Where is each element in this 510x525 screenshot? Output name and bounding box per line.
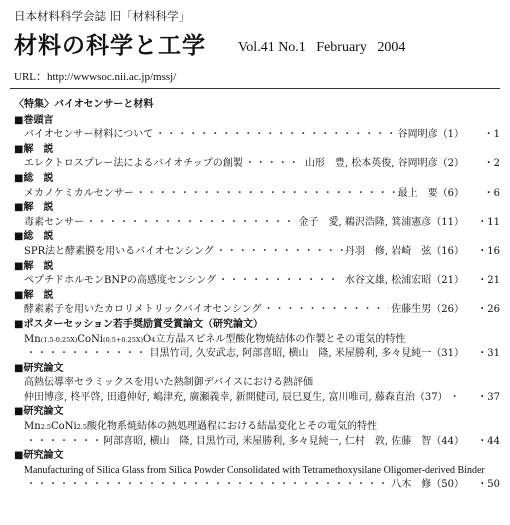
entry-title: ペプチドホルモンBNPの高感度センシング	[24, 275, 217, 287]
section-label: ■総 説	[14, 172, 54, 184]
toc-entry[interactable]	[14, 216, 500, 231]
entry-page: ・11	[477, 216, 500, 228]
toc-entry[interactable]	[14, 435, 500, 450]
entry-title: エレクトロスプレー法によるバイオチップの創製	[24, 158, 243, 170]
toc-entry[interactable]	[14, 303, 500, 318]
toc-entry[interactable]	[14, 187, 500, 202]
entry-authors: 水谷文雄, 松浦宏昭（21）	[344, 275, 464, 287]
toc-entry[interactable]	[14, 128, 500, 143]
leader-dots	[218, 274, 343, 289]
section-label: ■解 説	[14, 260, 54, 272]
entry-page: ・2	[483, 158, 500, 170]
section-label: ■解 説	[14, 202, 54, 214]
special-feature-title: 〈特集〉バイオセンサーと材料	[14, 99, 154, 110]
entry-title[interactable]: 高熱伝導率セラミックスを用いた熱制御デバイスにおける熱評価	[24, 377, 313, 389]
entry-authors: 目黒竹司, 久安武志, 阿部喜昭, 横山 隆, 米屋勝利, 多々見純一（31）	[149, 348, 464, 360]
leader-dots	[86, 216, 297, 231]
entry-title[interactable]: Mn (1.5-0.25X) CoNi (0.5+0.25X) O 4 立方晶スピネル型酸化物焼結体の作製とその電気的特性	[24, 333, 406, 345]
entry-title[interactable]: Mn 2.5 CoNi 2.5 酸化物系焼結体の熱処理過程における結晶変化とその電気的特性	[24, 421, 377, 433]
section-label: ■解 説	[14, 289, 54, 301]
leader-dots	[26, 435, 101, 450]
entry-title: バイオセンサー材料について	[24, 129, 154, 141]
entry-title: 酵素素子を用いたカロリメトリックバイオセンシング	[24, 304, 262, 316]
leader-dots	[136, 187, 396, 202]
entry-page: ・6	[483, 187, 500, 199]
journal-title: 材料の科学と工学	[14, 33, 206, 59]
toc-entry[interactable]	[14, 274, 500, 289]
entry-page: ・16	[477, 245, 500, 257]
entry-page: ・21	[477, 275, 500, 287]
entry-title[interactable]: Manufacturing of Silica Glass from Silica Powder Consolidated with Tetramethoxysilane Oligomer-derived Binder	[24, 464, 485, 476]
journal-url[interactable]: URL：http://wwwsoc.nii.ac.jp/mssj/	[14, 71, 177, 83]
entry-authors: 谷岡明彦（1）	[397, 129, 464, 141]
table-of-contents	[14, 98, 500, 493]
section-label: ■研究論文	[14, 362, 64, 374]
leader-dots	[264, 303, 390, 318]
toc-entry[interactable]	[14, 391, 500, 406]
society-name: 日本材料科学会誌 旧「材料科学」	[14, 9, 191, 23]
entry-authors: 金子 愛, 鵜沢浩隆, 箕浦憲彦（11）	[298, 216, 464, 228]
section-label: ■研究論文	[14, 450, 64, 462]
leader-dots	[26, 347, 147, 362]
section-label: ■研究論文	[14, 406, 64, 418]
entry-authors: 山形 豊, 松本英俊, 谷岡明彦（2）	[304, 158, 464, 170]
entry-page: ・37	[477, 391, 500, 403]
entry-title: SPR法と酵素膜を用いるバイオセンシング	[24, 245, 214, 257]
entry-authors: 丹羽 修, 岩崎 弦（16）	[344, 245, 464, 257]
volume-issue: Vol.41 No.1 February 2004	[238, 40, 406, 55]
section-label: ■総 説	[14, 231, 54, 243]
header-rule	[10, 88, 500, 89]
entry-page: ・50	[477, 479, 500, 491]
entry-authors: 佐藤生男（26）	[391, 304, 464, 316]
section-label: ■ポスターセッション若手奨励賞受賞論文（研究論文）	[14, 318, 264, 330]
section-label: ■解 説	[14, 143, 54, 155]
toc-entry[interactable]	[14, 347, 500, 362]
toc-entry[interactable]	[14, 478, 500, 493]
entry-authors: 阿部喜昭, 横山 隆, 目黒竹司, 米屋勝利, 多々見純一, 仁村 敦, 佐藤 智（44）	[103, 435, 464, 447]
entry-title: メカノケミカルセンサー	[24, 187, 134, 199]
entry-page: ・44	[477, 435, 500, 447]
section-label: ■巻頭言	[14, 114, 54, 126]
entry-authors: 最上 要（6）	[397, 187, 464, 199]
toc-entry[interactable]	[14, 245, 500, 260]
leader-dots	[155, 128, 395, 143]
toc-entry[interactable]	[14, 157, 500, 172]
entry-authors: 仲田博彦, 柊平啓, 田邉伸好, 嶋津充, 廣瀬義幸, 新開健司, 辰巳夏生, 富川唯司, 藤森直治（37）	[24, 391, 448, 403]
leader-dots	[245, 157, 303, 172]
entry-page: ・31	[477, 348, 500, 360]
leader-dots	[216, 245, 343, 260]
entry-title: 毒素センサー	[24, 216, 84, 228]
entry-page: ・1	[483, 129, 500, 141]
entry-authors: 八木 修（50）	[391, 479, 464, 491]
entry-page: ・26	[477, 304, 500, 316]
leader-dots	[450, 391, 462, 406]
leader-dots	[26, 478, 389, 493]
